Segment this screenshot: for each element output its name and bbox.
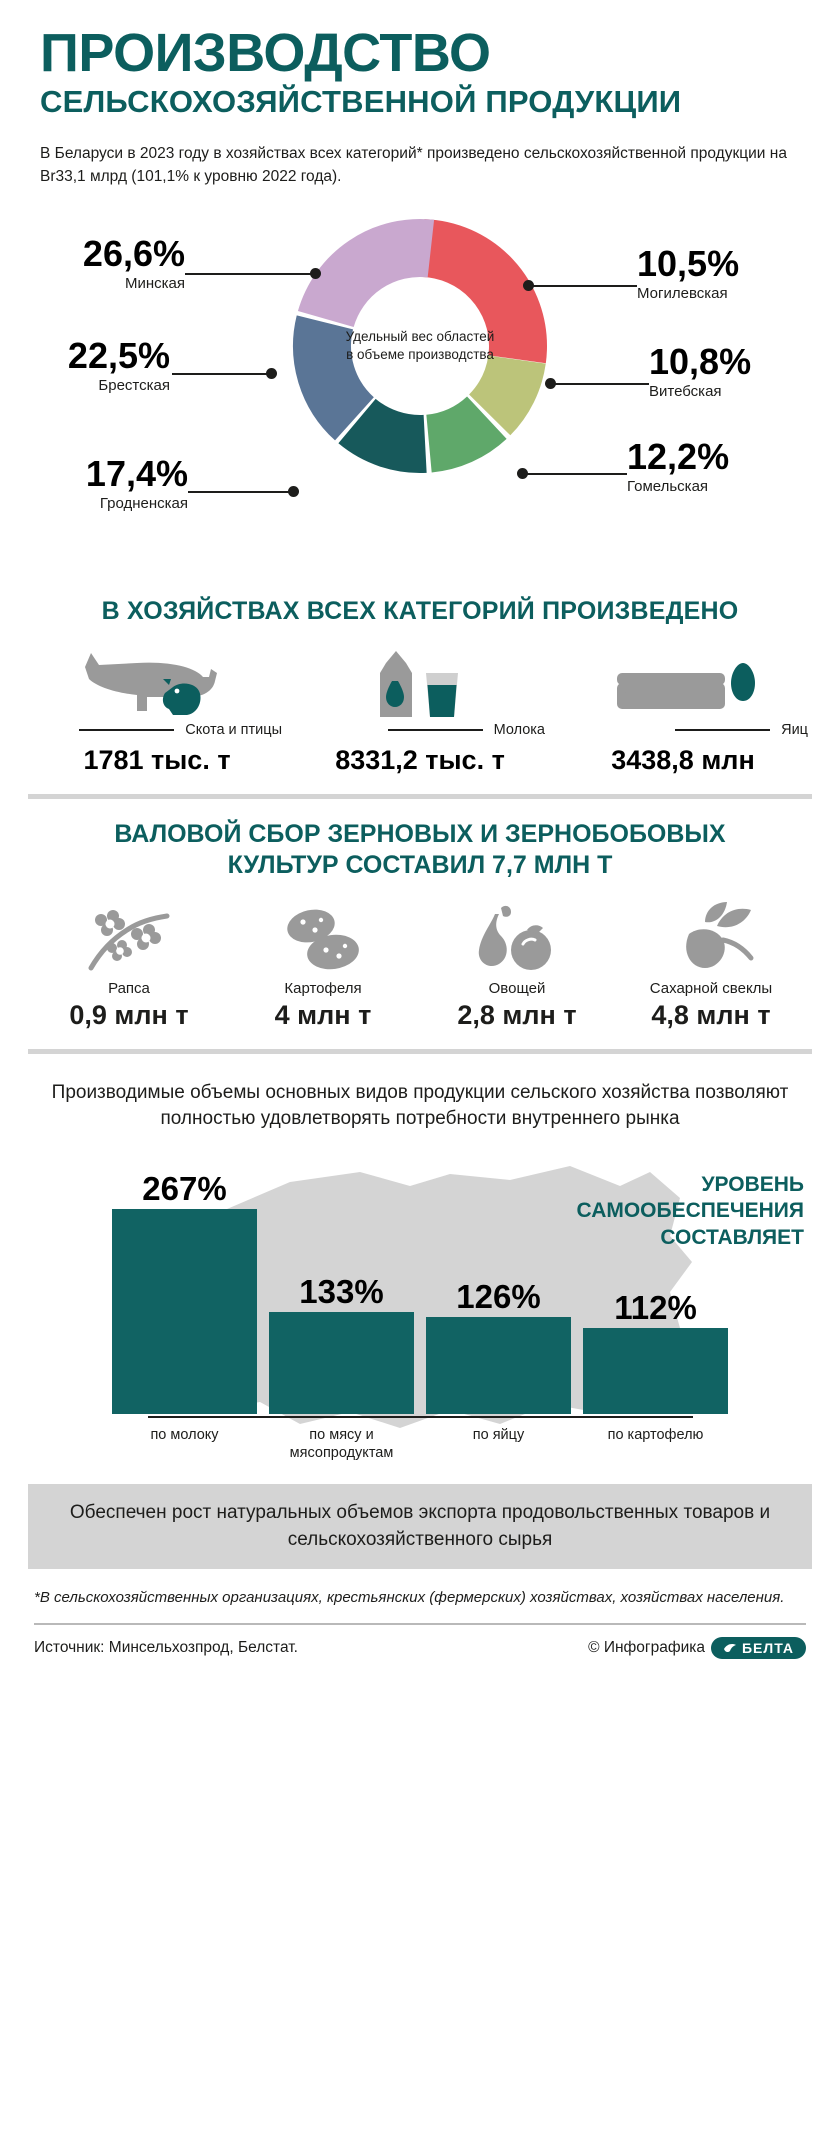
- sugar-beet-icon: [616, 900, 806, 976]
- leader-line-vitebskaya: [549, 383, 649, 385]
- export-growth-band: Обеспечен рост натуральных объемов экспорта продовольственных товаров и сельскохозяйственного сырья: [28, 1484, 812, 1569]
- bar-milk: [112, 1172, 257, 1414]
- bar-potato-rect: [583, 1328, 728, 1414]
- bar-meat: [269, 1275, 414, 1414]
- donut-label-vitebskaya: [649, 341, 752, 401]
- bar-potato: [583, 1291, 728, 1414]
- bar-meat-rect: [269, 1312, 414, 1414]
- produced-item-livestock-value: 1781 тыс. т: [83, 745, 231, 776]
- bar-labels: [0, 1426, 840, 1462]
- crop-item-sugarbeet-value: 4,8 млн т: [651, 999, 771, 1030]
- cow-chicken-icon: [32, 646, 282, 721]
- belta-logo-pill: [711, 1637, 806, 1659]
- crop-item-potato-name: Картофеля: [284, 979, 362, 997]
- bar-milk-rect: [112, 1209, 257, 1414]
- bar-meat-pct: 133%: [299, 1273, 384, 1311]
- donut-label-mogilevskaya: [637, 243, 740, 303]
- crop-item-rapeseed-value: 0,9 млн т: [69, 999, 189, 1030]
- bar-meat-label: по мясу и мясопродуктам: [289, 1426, 394, 1461]
- leader-line-grodnenskaya: [188, 491, 292, 493]
- donut-label-mogilevskaya-pct: 10,5%: [637, 243, 740, 285]
- donut-label-grodnenskaya: [20, 453, 188, 513]
- potato-icon: [228, 900, 418, 976]
- produced-item-livestock: [32, 646, 282, 776]
- leader-line-minskaya: [185, 273, 313, 275]
- donut-label-vitebskaya-name: Витебская: [649, 383, 722, 401]
- belta-credit: [588, 1637, 806, 1659]
- bar-eggs-label: по яйцу: [472, 1426, 525, 1443]
- egg-tray-icon: [558, 646, 808, 721]
- divider-2: [28, 1049, 812, 1054]
- produced-item-eggs-caption-row: [558, 721, 808, 739]
- produced-item-livestock-caption: Скота и птицы: [185, 722, 282, 739]
- donut-label-gomelskaya-name: Гомельская: [627, 478, 709, 496]
- produced-item-milk-value: 8331,2 тыс. т: [335, 745, 505, 776]
- produced-item-milk-caption-row: [295, 721, 545, 739]
- produced-item-eggs-caption: Яиц: [781, 722, 808, 739]
- bar-eggs: [426, 1280, 571, 1414]
- caption-leader-line: [79, 729, 174, 731]
- page-title: ПРОИЗВОДСТВО: [40, 23, 491, 83]
- donut-label-brestskaya-pct: 22,5%: [67, 335, 170, 377]
- bar-potato-pct: 112%: [614, 1289, 697, 1327]
- crop-item-rapeseed: [34, 900, 224, 1031]
- produced-title: В ХОЗЯЙСТВАХ ВСЕХ КАТЕГОРИЙ ПРОИЗВЕДЕНО: [101, 597, 739, 626]
- self-sufficiency-note: Производимые объемы основных видов продукции сельского хозяйства позволяют полностью удовлетворять потребности внутреннего рынка: [51, 1081, 789, 1129]
- crop-item-potato-value: 4 млн т: [274, 999, 372, 1030]
- donut-chart-block: [0, 196, 840, 596]
- bar-potato-label: по картофелю: [607, 1426, 704, 1443]
- donut-label-grodnenskaya-name: Гродненская: [99, 495, 188, 513]
- leader-line-brestskaya: [172, 373, 270, 375]
- donut-label-gomelskaya: [627, 436, 730, 496]
- donut-label-brestskaya-name: Брестская: [98, 377, 170, 395]
- caption-leader-line: [675, 729, 770, 731]
- grain-title: [0, 815, 840, 882]
- page-subtitle: СЕЛЬСКОХОЗЯЙСТВЕННОЙ ПРОДУКЦИИ: [40, 84, 682, 120]
- bars-baseline: [148, 1416, 693, 1418]
- donut-center-label: Удельный вес областей в объеме производства: [345, 328, 495, 363]
- grain-title-line1: ВАЛОВОЙ СБОР ЗЕРНОВЫХ И ЗЕРНОБОБОВЫХ: [114, 820, 726, 849]
- bar-milk-pct: 267%: [142, 1170, 227, 1208]
- crops-row: [0, 882, 840, 1031]
- donut-label-minskaya-name: Минская: [124, 275, 185, 293]
- rapeseed-icon: [34, 900, 224, 976]
- produced-item-eggs-value: 3438,8 млн: [611, 745, 755, 776]
- bar-eggs-rect: [426, 1317, 571, 1414]
- credit-text: © Инфографика: [588, 1638, 705, 1656]
- produced-item-livestock-caption-row: [32, 721, 282, 739]
- divider-1: [28, 794, 812, 799]
- grain-title-line2: КУЛЬТУР СОСТАВИЛ 7,7 МЛН Т: [227, 851, 613, 880]
- produced-item-eggs: [558, 646, 808, 776]
- source-row: [0, 1625, 840, 1667]
- self-sufficiency-chart: [0, 1142, 840, 1462]
- crop-item-sugarbeet: [616, 900, 806, 1031]
- crop-item-rapeseed-name: Рапса: [108, 979, 150, 997]
- donut-chart: [280, 206, 560, 486]
- leader-line-gomelskaya: [521, 473, 627, 475]
- crop-item-potato: [228, 900, 418, 1031]
- caption-leader-line: [388, 729, 483, 731]
- self-sufficiency-section: [0, 1080, 840, 1468]
- crop-item-vegetables-value: 2,8 млн т: [457, 999, 577, 1030]
- donut-label-mogilevskaya-name: Могилевская: [637, 285, 728, 303]
- donut-label-grodnenskaya-pct: 17,4%: [85, 453, 188, 495]
- crop-item-vegetables: [422, 900, 612, 1031]
- donut-label-brestskaya: [20, 335, 170, 395]
- donut-label-minskaya: [20, 233, 185, 293]
- self-sufficiency-bars: [0, 1154, 840, 1414]
- donut-label-vitebskaya-pct: 10,8%: [649, 341, 752, 383]
- donut-label-minskaya-pct: 26,6%: [82, 233, 185, 275]
- footnote: *В сельскохозяйственных организациях, крестьянских (фермерских) хозяйствах, хозяйствах населения.: [34, 1589, 785, 1607]
- crop-item-sugarbeet-name: Сахарной свеклы: [649, 979, 773, 997]
- bar-milk-label: по молоку: [150, 1426, 219, 1443]
- vegetables-icon: [422, 900, 612, 976]
- source-text: Источник: Минсельхозпрод, Белстат.: [34, 1638, 298, 1656]
- produced-item-milk-caption: Молока: [493, 722, 545, 739]
- produced-item-milk: [295, 646, 545, 776]
- milk-carton-glass-icon: [295, 646, 545, 721]
- self-sufficiency-right-title: УРОВЕНЬ САМООБЕСПЕЧЕНИЯ СОСТАВЛЯЕТ: [576, 1173, 804, 1249]
- donut-label-gomelskaya-pct: 12,2%: [627, 436, 730, 478]
- belta-logo-text: БЕЛТА: [741, 1639, 794, 1656]
- produced-items: [0, 626, 840, 776]
- leader-line-mogilevskaya: [527, 285, 637, 287]
- intro-text: В Беларуси в 2023 году в хозяйствах всех категорий* произведено сельскохозяйственной продукции на Br33,1 млрд (101,1% к уровню 2022 года).: [40, 145, 787, 185]
- crop-item-vegetables-name: Овощей: [488, 979, 546, 997]
- header: [0, 0, 840, 125]
- bar-eggs-pct: 126%: [456, 1278, 541, 1316]
- belta-bird-icon: [723, 1642, 737, 1654]
